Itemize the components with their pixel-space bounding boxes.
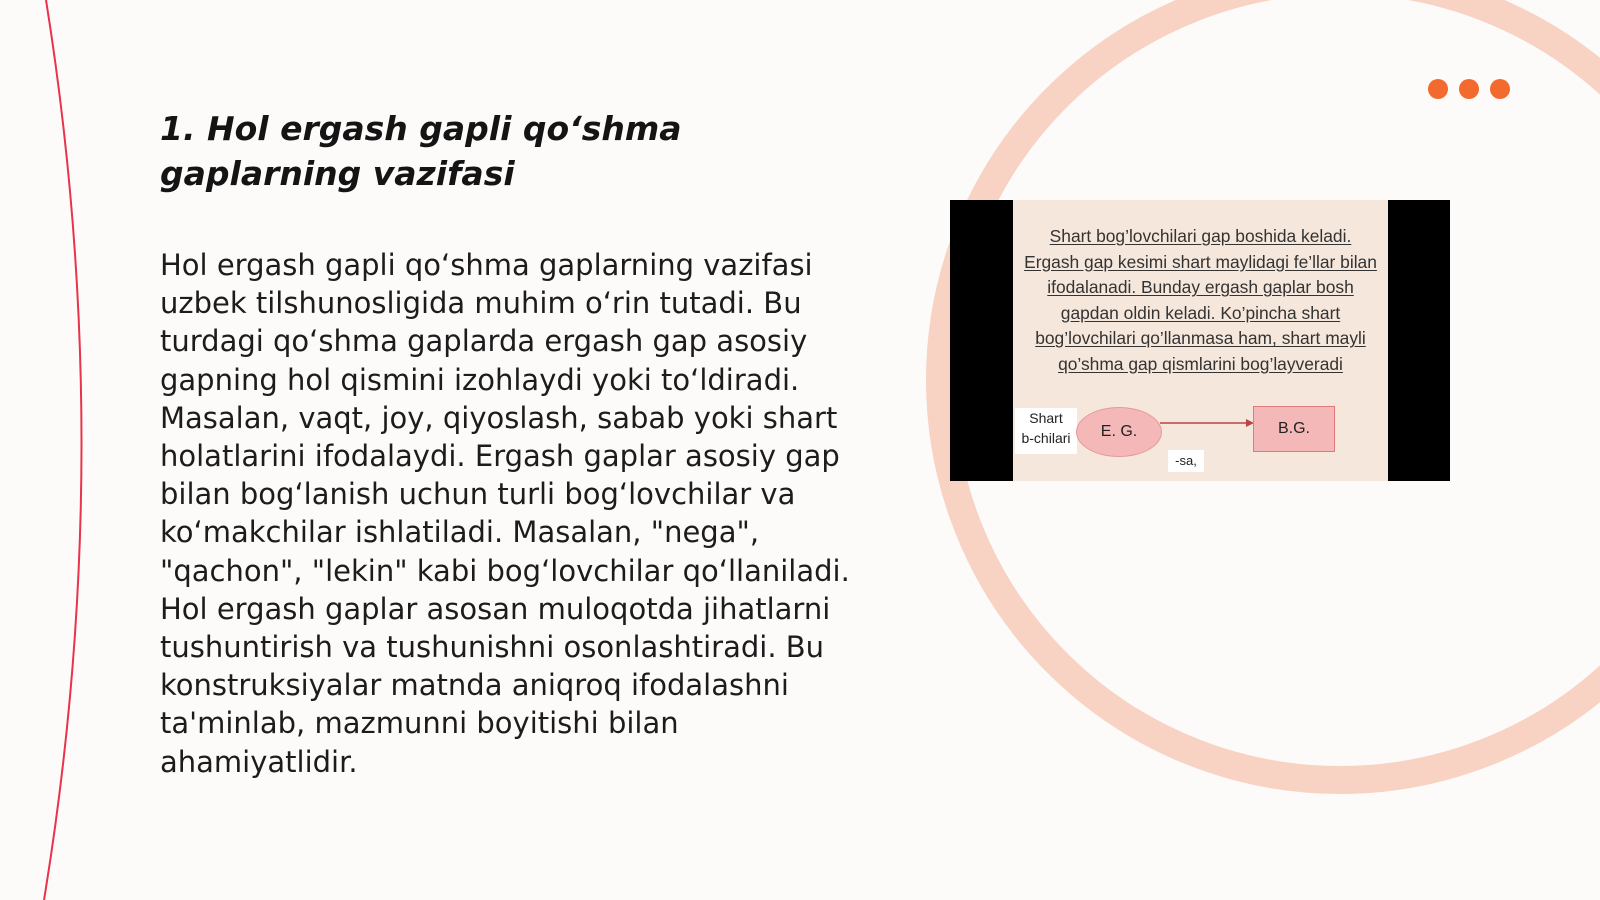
slide-body-text: Hol ergash gapli qo‘shma gaplarning vazifasi uzbek tilshunosligida muhim o‘rin tutadi. Bu turdagi qo‘shma gaplarda ergash gap asosiy gapning hol qismini izohlaydi yoki to‘ldiradi. Masalan, vaqt, joy, qiyoslash, sabab yoki shart holatlarini ifodalaydi. Ergash gaplar asosiy gap bilan bog‘lanish uchun turli bog‘lovchilar va ko‘makchilar ishlatiladi. Masalan, "nega", "qachon", "lekin" kabi bog‘lovchilar qo‘llaniladi. Hol ergash gaplar asosan muloqotda jihatlarni tushuntirish va tushunishni osonlashtiradi. Bu konstruksiyalar matnda aniqroq ifodalashni ta'minlab, mazmunni boyitishi bilan ahamiyatlidir. (160, 248, 850, 779)
decorative-dots (1428, 79, 1510, 99)
left-edge-curve (44, 0, 82, 900)
eg-ellipse (1076, 407, 1162, 457)
shart-label-line1: Shart (1029, 410, 1063, 426)
dot (1428, 79, 1448, 99)
eg-label: E. G. (1100, 423, 1138, 440)
dot (1490, 79, 1510, 99)
sa-label: -sa, (1168, 450, 1204, 472)
figure-text: Shart bog’lovchilari gap boshida keladi. Ergash gap kesimi shart maylidagi fe’llar bilan ifodalanadi. Bunday ergash gaplar bosh gapdan oldin keladi. Ko’pincha shart bog’lovchilari qo’llanmasa ham, shart mayli qo’shma gap qismlarini bog’layveradi (1024, 226, 1377, 374)
figure-content (1013, 200, 1388, 481)
shart-label-line2: b-chilari (1021, 430, 1071, 446)
bg-box (1253, 406, 1335, 452)
dot (1459, 79, 1479, 99)
slide-title: 1. Hol ergash gapli qo‘shma gaplarning vazifasi (160, 109, 682, 193)
bg-label: B.G. (1277, 420, 1310, 437)
figure-image (950, 200, 1450, 481)
shart-label (1015, 408, 1077, 454)
arrow-icon (1160, 418, 1254, 428)
